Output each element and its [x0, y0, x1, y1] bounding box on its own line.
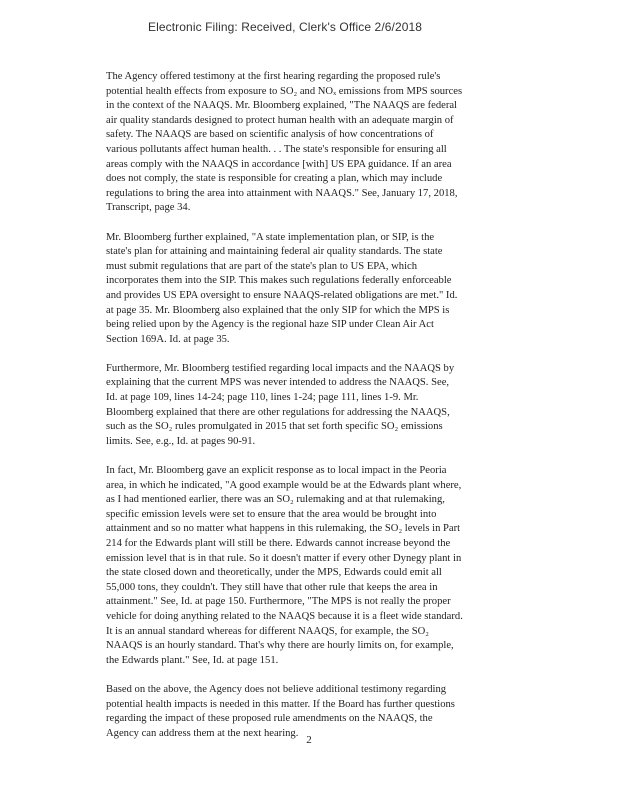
- body-paragraph: [106, 231, 530, 348]
- text-line: air quality standards designed to protect human health with an adequate margin of: [106, 114, 454, 126]
- text-line: regarding the impact of these proposed rule amendments on the NAAQS, the: [106, 713, 433, 725]
- text-line: Mr. Bloomberg further explained, "A state implementation plan, or SIP, is the: [106, 231, 435, 243]
- text-line: In fact, Mr. Bloomberg gave an explicit response as to local impact in the Peoria: [106, 465, 447, 477]
- text-line: areas comply with the NAAQS in accordance [with] US EPA guidance. If an area: [106, 158, 452, 170]
- text-line: must submit regulations that are part of the state's plan to US EPA, which: [106, 260, 418, 272]
- text-line: vehicle for doing anything related to the NAAQS because it is a fleet wide standard.: [106, 610, 463, 622]
- text-line: Section 169A. Id. at page 35.: [106, 333, 230, 345]
- text-line: specific emission levels were set to ensure that the area would be brought into: [106, 508, 437, 520]
- text-line: The Agency offered testimony at the first hearing regarding the proposed rule's: [106, 71, 441, 82]
- text-line: such as the SO₂ rules promulgated in 2015 that set forth specific SO₂ emissions: [106, 421, 443, 433]
- text-line: attainment and so no matter what happens in this rulemaking, the SO₂ levels in Part: [106, 523, 461, 535]
- body-paragraph: [106, 464, 530, 668]
- text-line: state's plan for attaining and maintaining federal air quality standards. The state: [106, 246, 443, 258]
- text-line: potential health impacts is needed in this matter. If the Board has further questions: [106, 698, 455, 710]
- text-line: the Edwards plant." See, Id. at page 151.: [106, 654, 279, 666]
- text-line: explaining that the current MPS was never intended to address the NAAQS. See,: [106, 377, 450, 389]
- text-line: regulations to bring the area into attainment with NAAQS." See, January 17, 2018,: [106, 187, 458, 199]
- text-line: limits. See, e.g., Id. at pages 90-91.: [106, 435, 256, 447]
- text-line: incorporates them into the SIP. This makes such regulations federally enforceable: [106, 275, 452, 287]
- body-paragraph: [106, 683, 530, 741]
- text-line: emission level that is in that rule. So it doesn't matter if every other Dynegy plant in: [106, 552, 462, 564]
- text-line: as I had mentioned earlier, there was an SO₂ rulemaking and at that rulemaking,: [106, 494, 445, 506]
- text-line: Id. at page 109, lines 14-24; page 110, lines 1-24; page 111, lines 1-9. Mr.: [106, 392, 419, 404]
- text-line: and provides US EPA oversight to ensure NAAQS-related obligations are met." Id.: [106, 289, 458, 301]
- text-line: safety. The NAAQS are based on scientific analysis of how concentrations of: [106, 129, 434, 141]
- text-line: at page 35. Mr. Bloomberg also explained that the only SIP for which the MPS is: [106, 304, 450, 316]
- text-line: does not comply, the state is responsible for creating a plan, which may include: [106, 173, 443, 185]
- text-line: in the context of the NAAQS. Mr. Bloomberg explained, "The NAAQS are federal: [106, 100, 457, 112]
- text-line: various pollutants affect human health. . . The state's responsible for ensuring all: [106, 143, 447, 155]
- document-body: [106, 70, 530, 756]
- text-line: Transcript, page 34.: [106, 202, 191, 214]
- text-line: Based on the above, the Agency does not believe additional testimony regarding: [106, 683, 447, 695]
- body-paragraph: [106, 70, 530, 216]
- text-line: potential health effects from exposure to SO₂ and NOₓ emissions from MPS sources: [106, 85, 463, 97]
- text-line: 214 for the Edwards plant will still be there. Edwards cannot increase beyond the: [106, 538, 451, 549]
- text-line: area, in which he indicated, "A good example would be at the Edwards plant where,: [106, 479, 462, 491]
- text-line: Bloomberg explained that there are other regulations for addressing the NAAQS,: [106, 406, 450, 418]
- page-number: 2: [306, 734, 312, 746]
- body-paragraph: [106, 362, 530, 450]
- text-line: being relied upon by the Agency is the regional haze SIP under Clean Air Act: [106, 319, 434, 331]
- text-line: the state closed down and theoretically, under the MPS, Edwards could emit all: [106, 567, 442, 579]
- text-line: attainment." See, Id. at page 150. Furthermore, "The MPS is not really the proper: [106, 596, 451, 608]
- text-line: NAAQS is an hourly standard. That's why there are hourly limits on, for example,: [106, 640, 454, 652]
- text-line: Furthermore, Mr. Bloomberg testified regarding local impacts and the NAAQS by: [106, 362, 455, 374]
- text-line: It is an annual standard whereas for different NAAQS, for example, the SO₂: [106, 625, 429, 637]
- filing-stamp: Electronic Filing: Received, Clerk's Office 2/6/2018: [148, 20, 423, 34]
- text-line: 55,000 tons, they couldn't. They still have that other rule that keeps the area in: [106, 581, 438, 593]
- text-line: Agency can address them at the next hearing.: [106, 727, 299, 739]
